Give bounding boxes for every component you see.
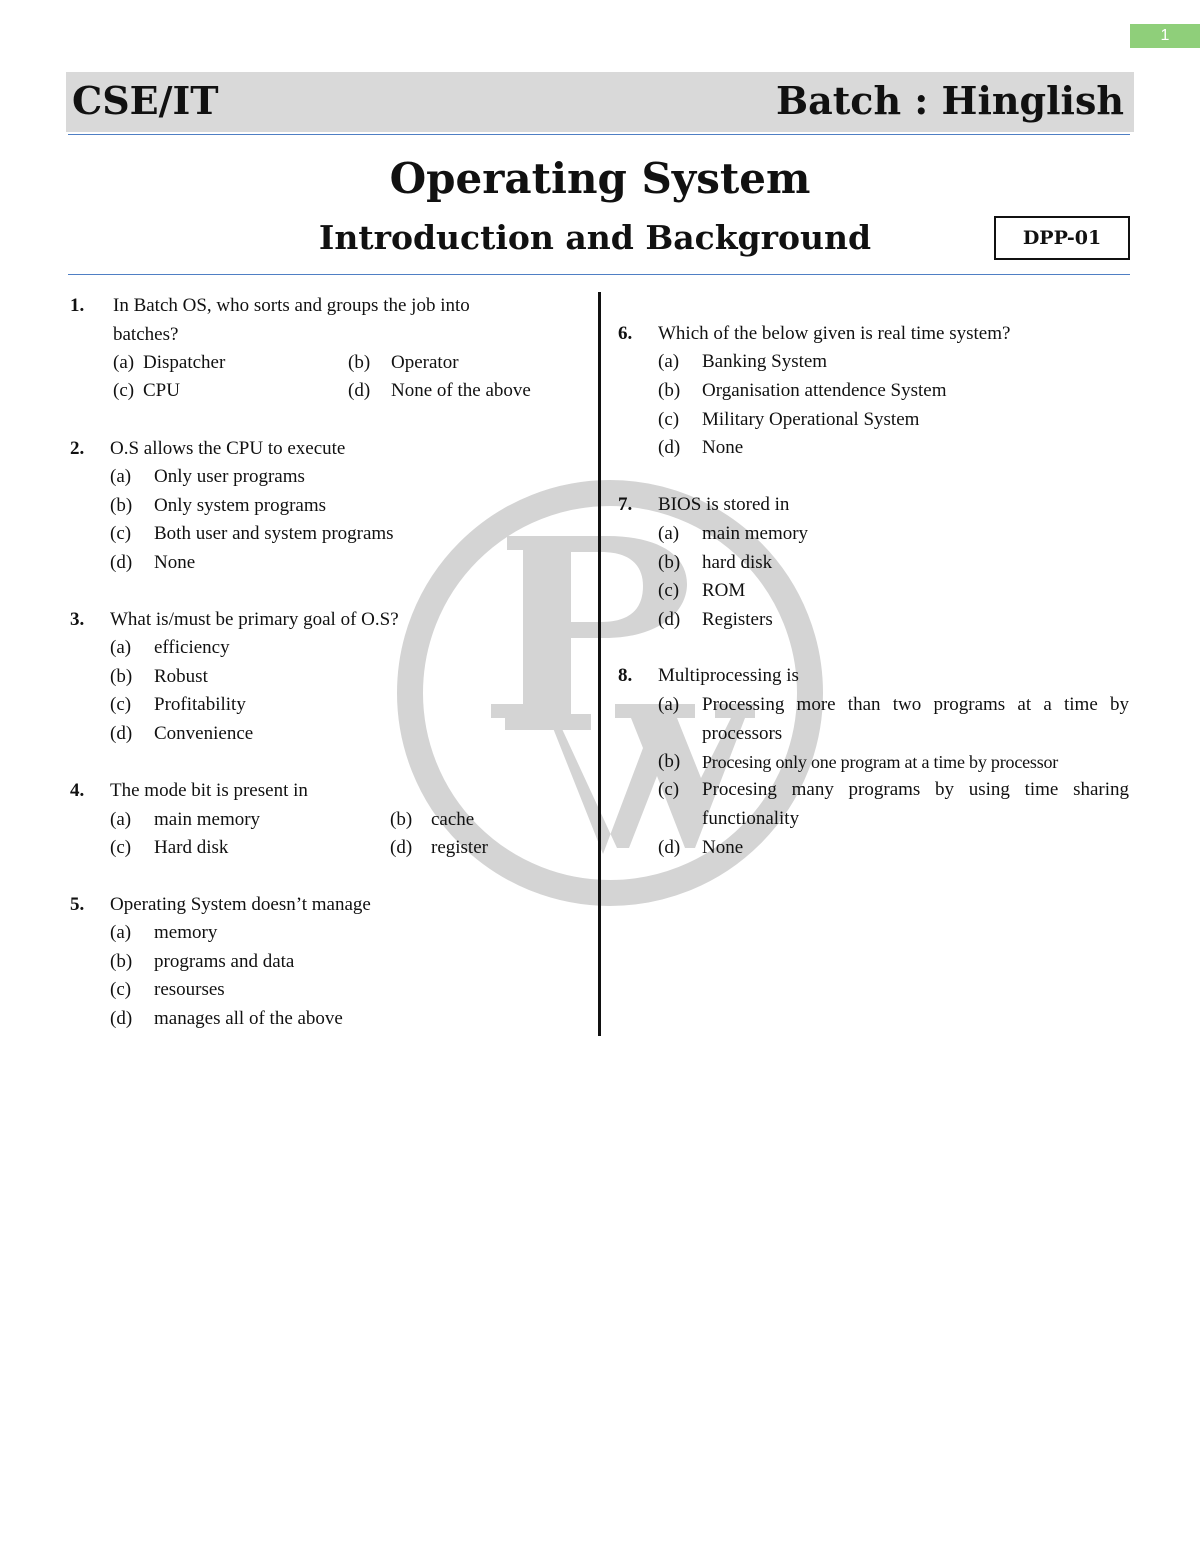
option-label: (d) [110,723,133,744]
page-subtitle: Introduction and Background [318,218,872,257]
option-text: hard disk [702,552,773,573]
option-label: (c) [658,580,680,601]
option-text: Both user and system programs [154,523,394,544]
option-text: efficiency [154,637,230,658]
option-text: None [154,552,196,573]
question-7 [618,491,1130,635]
option-text: Hard disk [154,837,229,858]
dpp-badge: DPP-01 [994,216,1130,260]
option-text: Procesing only one program at a time by processor [702,752,1059,772]
option-text: Convenience [154,723,254,744]
option-label: (b) [110,495,133,516]
option-text: resourses [154,979,225,1000]
question-text: What is/must be primary goal of O.S? [110,609,399,630]
batch-label: Batch : Hinglish [776,78,1124,123]
question-number: 8. [618,665,633,686]
page-title: Operating System [389,154,811,203]
option-text: Registers [702,609,773,630]
option-text: None [702,837,744,858]
option-text: Dispatcher [143,352,226,373]
question-4 [70,777,570,865]
option-label: (a) [110,922,132,943]
option-label: (a) [658,523,680,544]
question-number: 1. [70,295,85,316]
option-text: Organisation attendence System [702,380,947,401]
option-label: (c) [658,779,680,800]
option-label: (b) [658,552,681,573]
title-rule [68,274,1130,275]
option-label: (d) [348,380,371,401]
question-text: The mode bit is present in [110,780,308,801]
option-label: (c) [110,979,132,1000]
option-text: register [431,837,488,858]
option-text: None [702,437,744,458]
option-text: manages all of the above [154,1008,343,1029]
option-text: main memory [702,523,809,544]
option-label: (b) [110,951,133,972]
question-number: 2. [70,438,85,459]
question-3 [70,606,570,750]
option-text: ROM [702,580,746,601]
option-label: (a) [110,809,132,830]
option-text: None of the above [391,380,531,401]
option-label: (b) [348,352,371,373]
option-label: (d) [110,552,133,573]
header-rule [68,134,1130,135]
option-label: (a) [113,352,135,373]
option-text: CPU [143,380,180,401]
option-text: Robust [154,666,208,687]
option-label: (d) [658,837,681,858]
option-text: Only user programs [154,466,305,487]
option-label: (d) [658,437,681,458]
option-label: (a) [658,694,680,715]
question-6 [618,320,1130,464]
option-text: cache [431,809,475,830]
option-text: programs and data [154,951,295,972]
option-label: (d) [658,609,681,630]
question-text: Which of the below given is real time system? [658,323,1011,344]
option-label: (a) [110,466,132,487]
option-text: main memory [154,809,261,830]
option-text: Processing more than two programs at a time by processors [702,694,1129,744]
option-label: (a) [110,637,132,658]
option-label: (b) [390,809,413,830]
option-label: (c) [658,409,680,430]
option-text: Military Operational System [702,409,920,430]
option-label: (d) [110,1008,133,1029]
question-2 [70,435,570,573]
question-text: In Batch OS, who sorts and groups the job into batches? [113,295,470,345]
question-5 [70,891,570,1035]
question-text: Operating System doesn’t manage [110,894,371,915]
question-number: 6. [618,323,633,344]
option-text: memory [154,922,218,943]
question-number: 5. [70,894,85,915]
question-1 [70,292,560,408]
column-divider [598,292,601,1036]
course-label: CSE/IT [72,78,219,123]
option-text: Procesing many programs by using time sharing functionality [702,779,1129,829]
option-label: (c) [110,523,132,544]
question-number: 3. [70,609,85,630]
question-text: BIOS is stored in [658,494,790,515]
option-text: Banking System [702,351,828,372]
option-label: (b) [110,666,133,687]
option-text: Operator [391,352,459,373]
option-label: (a) [658,351,680,372]
option-label: (d) [390,837,413,858]
page-number-badge: 1 [1130,24,1200,48]
option-label: (c) [113,380,135,401]
question-number: 4. [70,780,85,801]
question-text: O.S allows the CPU to execute [110,438,346,459]
question-text: Multiprocessing is [658,665,799,686]
option-label: (b) [658,751,681,772]
option-label: (c) [110,694,132,715]
option-text: Profitability [154,694,246,715]
option-label: (b) [658,380,681,401]
question-number: 7. [618,494,633,515]
header-band [66,72,1134,132]
option-label: (c) [110,837,132,858]
option-text: Only system programs [154,495,327,516]
question-8 [618,662,1130,862]
